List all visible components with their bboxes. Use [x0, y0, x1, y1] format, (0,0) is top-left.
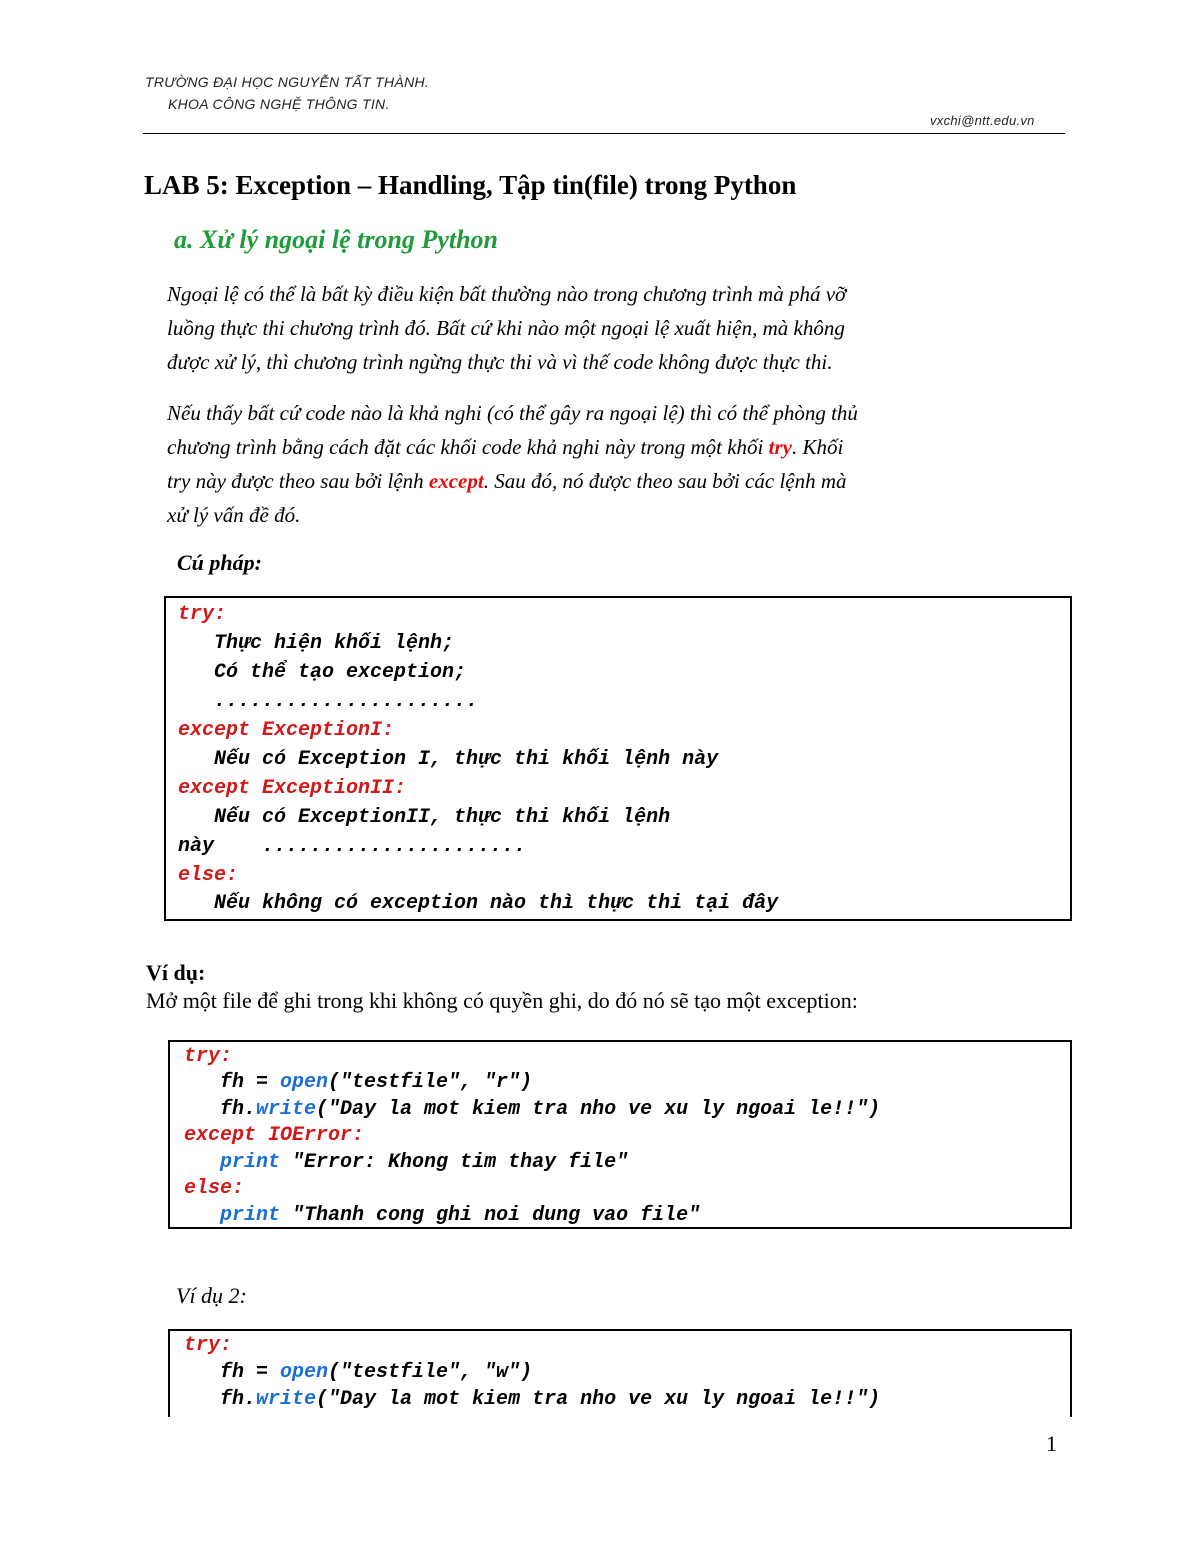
code-line: Nếu có Exception I, thực thi khối lệnh này	[178, 748, 719, 771]
code-line: else:	[178, 864, 239, 887]
header-faculty: KHOA CÔNG NGHỆ THÔNG TIN.	[168, 96, 390, 112]
example2-code-block	[168, 1329, 1072, 1417]
keyword-try: try	[768, 435, 792, 459]
paragraph-try-except	[167, 396, 1067, 532]
paragraph-intro	[167, 277, 1067, 379]
code-line: Nếu không có exception nào thì thực thi tại đây	[178, 892, 779, 915]
code-line: except ExceptionII:	[178, 777, 407, 800]
example-code-block	[168, 1040, 1072, 1229]
paragraph-line: Nếu thấy bất cứ code nào là khả nghi (có thể gây ra ngoại lệ) thì có thể phòng thủ	[167, 401, 858, 425]
code-line: except IOError:	[184, 1124, 365, 1147]
code-line: Nếu có ExceptionII, thực thi khối lệnh	[178, 806, 671, 829]
header-university: TRƯỜNG ĐẠI HỌC NGUYỄN TẤT THÀNH.	[145, 74, 430, 90]
paragraph-line: xử lý vấn đề đó.	[167, 503, 301, 527]
code-line: try:	[184, 1045, 233, 1068]
syntax-label: Cú pháp:	[177, 550, 262, 575]
code-line: Thực hiện khối lệnh;	[178, 632, 455, 655]
paragraph-line: Ngoại lệ có thể là bất kỳ điều kiện bất thường nào trong chương trình mà phá vỡ	[167, 282, 847, 306]
code-line: fh = open("testfile", "w")	[184, 1361, 533, 1384]
header-divider	[143, 133, 1065, 134]
example-label: Ví dụ:	[146, 960, 206, 985]
syntax-code-block	[164, 596, 1072, 921]
code-line: Có thể tạo exception;	[178, 661, 467, 684]
code-line: except ExceptionI:	[178, 719, 395, 742]
code-line: fh = open("testfile", "r")	[184, 1071, 533, 1094]
section-heading: a. Xử lý ngoại lệ trong Python	[174, 225, 498, 254]
code-line: này ......................	[178, 835, 527, 858]
header-email: vxchi@ntt.edu.vn	[930, 113, 1035, 128]
page-number: 1	[1046, 1431, 1057, 1456]
example2-label: Ví dụ 2:	[176, 1283, 247, 1308]
code-line: fh.write("Day la mot kiem tra nho ve xu ly ngoai le!!")	[184, 1388, 881, 1411]
paragraph-line: try này được theo sau bởi lệnh except. Sau đó, nó được theo sau bởi các lệnh mà	[167, 469, 847, 493]
example-description: Mở một file để ghi trong khi không có quyền ghi, do đó nó sẽ tạo một exception:	[146, 988, 858, 1013]
code-line: try:	[178, 603, 227, 626]
paragraph-line: luồng thực thi chương trình đó. Bất cứ khi nào một ngoại lệ xuất hiện, mà không	[167, 316, 845, 340]
code-line: else:	[184, 1177, 245, 1200]
code-line: ......................	[178, 690, 479, 713]
code-line: fh.write("Day la mot kiem tra nho ve xu ly ngoai le!!")	[184, 1098, 881, 1121]
code-line: try:	[184, 1334, 233, 1357]
paragraph-line: chương trình bằng cách đặt các khối code khả nghi này trong một khối try. Khối	[167, 435, 844, 459]
keyword-except: except	[428, 469, 484, 493]
page-title: LAB 5: Exception – Handling, Tập tin(file) trong Python	[144, 170, 797, 200]
paragraph-line: được xử lý, thì chương trình ngừng thực thi và vì thế code không được thực thi.	[167, 350, 833, 374]
code-line: print "Thanh cong ghi noi dung vao file"	[220, 1204, 701, 1227]
code-line: print "Error: Khong tim thay file"	[220, 1151, 629, 1174]
